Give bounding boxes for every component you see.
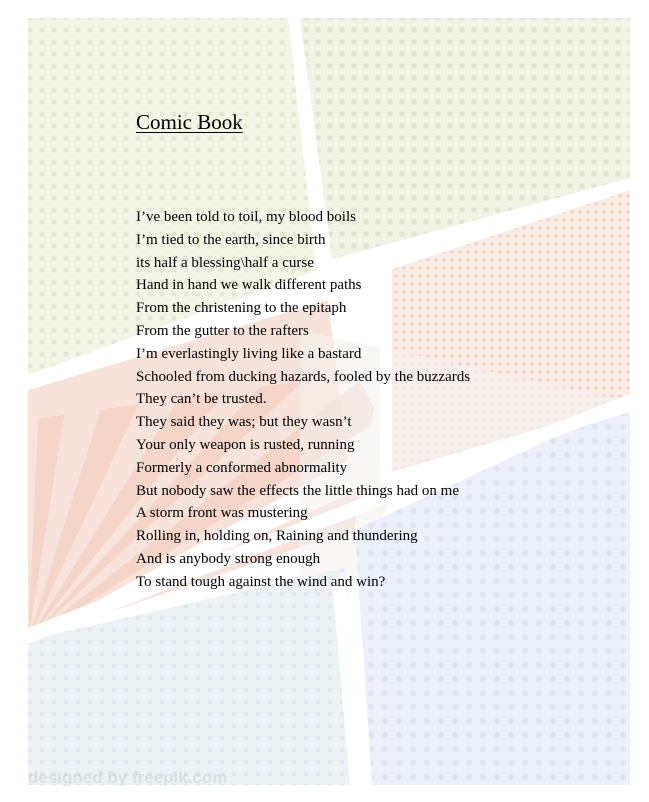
poem-line: They can’t be trusted. (136, 391, 267, 408)
poem-line: I’m everlastingly living like a bastard (136, 345, 362, 362)
poem-line: Rolling in, holding on, Raining and thundering (136, 528, 418, 545)
poem-title: Comic Book (136, 110, 243, 134)
poem-line: Your only weapon is rusted, running (136, 436, 355, 453)
poem-line: Hand in hand we walk different paths (136, 277, 362, 294)
poem-line: Formerly a conformed abnormality (136, 459, 348, 476)
poem-line: To stand tough against the wind and win? (136, 573, 386, 590)
poem-line: But nobody saw the effects the little things had on me (136, 482, 459, 499)
poem-line: I’ve been told to toil, my blood boils (136, 209, 356, 225)
watermark: designed by freepik.com (28, 768, 228, 787)
poem-line: They said they was; but they wasn’t (136, 414, 352, 431)
poem-line: I’m tied to the earth, since birth (136, 231, 326, 248)
poem-line: A storm front was mustering (136, 505, 308, 522)
poem-line: its half a blessing\half a curse (136, 254, 314, 271)
poem-line: Schooled from ducking hazards, fooled by the buzzards (136, 368, 471, 385)
poem-line: And is anybody strong enough (136, 550, 321, 567)
poem-body (136, 206, 470, 594)
poem-line: From the christening to the epitaph (136, 300, 347, 317)
poem-line: From the gutter to the rafters (136, 322, 309, 339)
